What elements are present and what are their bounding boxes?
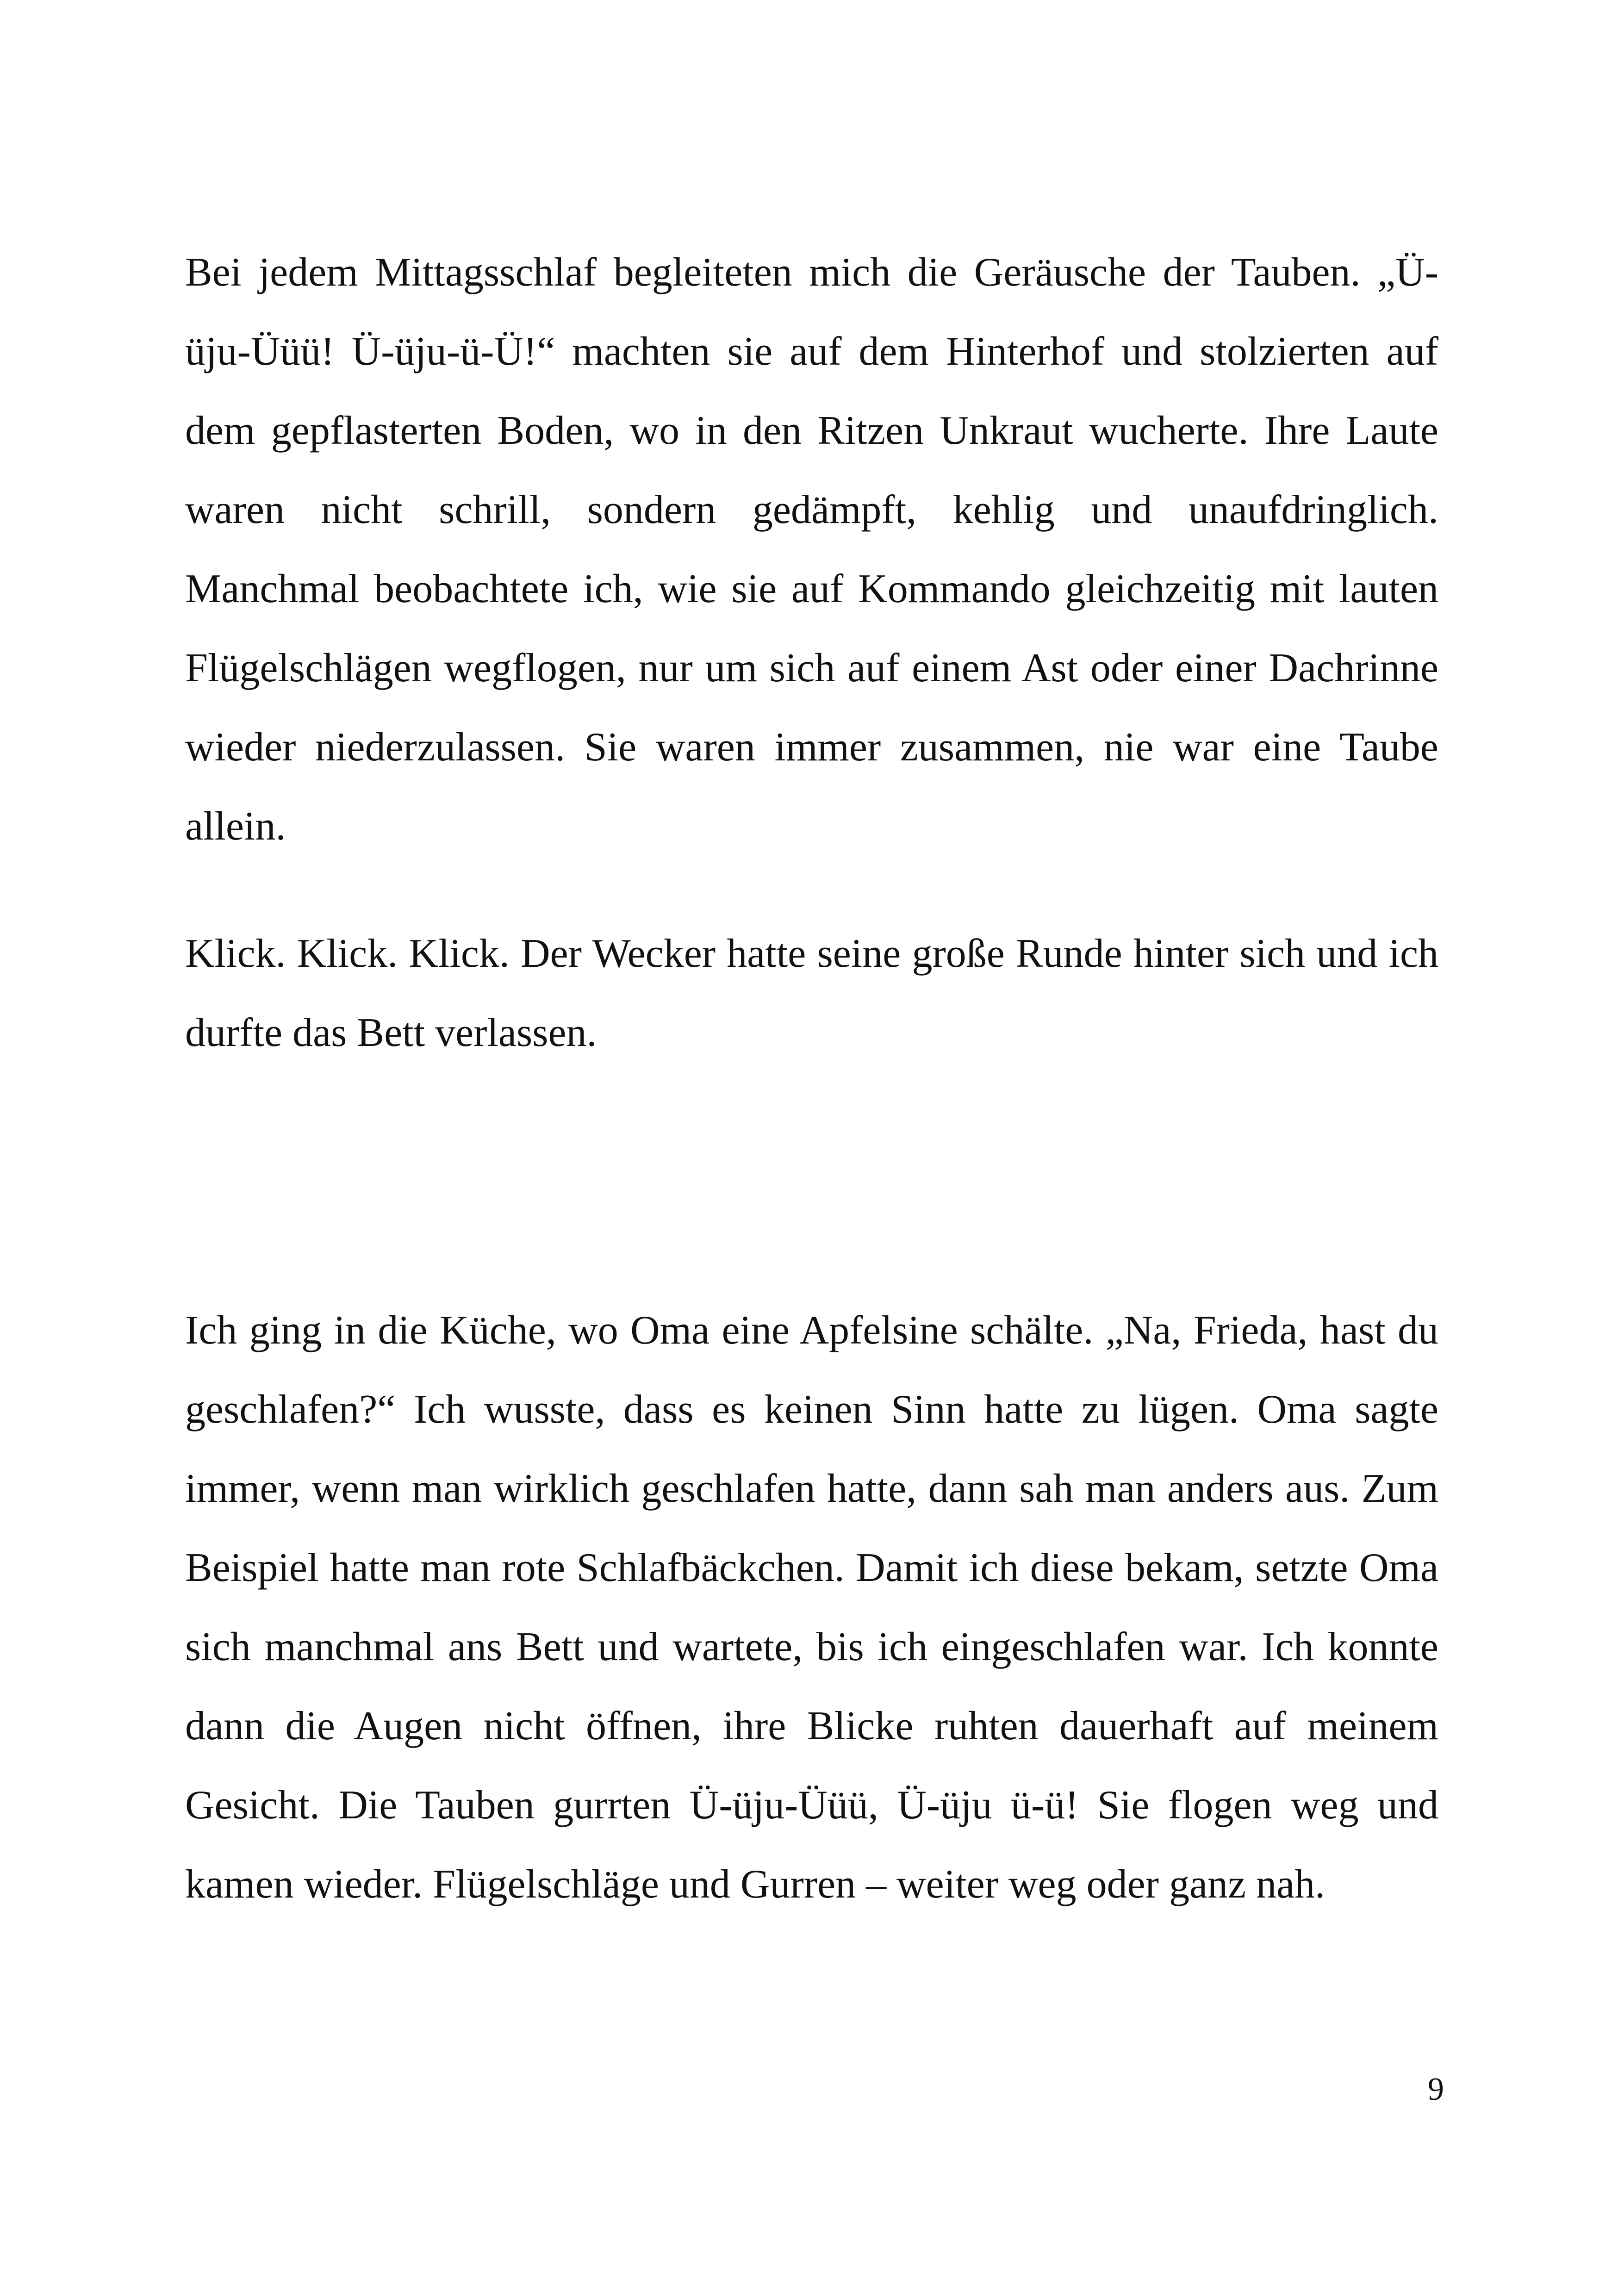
paragraph-1: Bei jedem Mittagsschlaf begleiteten mich die Geräusche der Tauben. „Ü-üju-Üüü! Ü-üju-ü-Ü!“ machten sie auf dem Hinterhof und stolzierten auf dem gepflasterten Boden, wo in den Ritzen Unkraut wucherte. Ihre Laute waren nicht schrill, sondern gedämpft, kehlig und unaufdringlich. Manchmal beobachtete ich, wie sie auf Kommando gleichzeitig mit lauten Flügelschlägen wegflogen, nur um sich auf einem Ast oder einer Dachrinne wieder niederzulassen. Sie waren immer zusammen, nie war eine Taube allein. — [185, 250, 1438, 849]
paragraph-3: Ich ging in die Küche, wo Oma eine Apfelsine schälte. „Na, Frieda, hast du geschlafen?“ Ich wusste, dass es keinen Sinn hatte zu lügen. Oma sagte immer, wenn man wirklich geschlafen hatte, dann sah man anders aus. Zum Beispiel hatte man rote Schlafbäckchen. Damit ich diese bekam, setzte Oma sich manchmal ans Bett und wartete, bis ich eingeschlafen war. Ich konnte dann die Augen nicht öffnen, ihre Blicke ruhten dauerhaft auf meinem Gesicht. Die Tauben gurrten Ü-üju-Üüü, Ü-üju ü-ü! Sie flogen weg und kamen wieder. Flügelschläge und Gurren – weiter weg oder ganz nah. — [185, 1308, 1438, 1907]
paragraph-2: Klick. Klick. Klick. Der Wecker hatte seine große Runde hinter sich und ich durfte das Bett verlassen. — [185, 931, 1438, 1055]
page-number: 9 — [1428, 2072, 1444, 2107]
